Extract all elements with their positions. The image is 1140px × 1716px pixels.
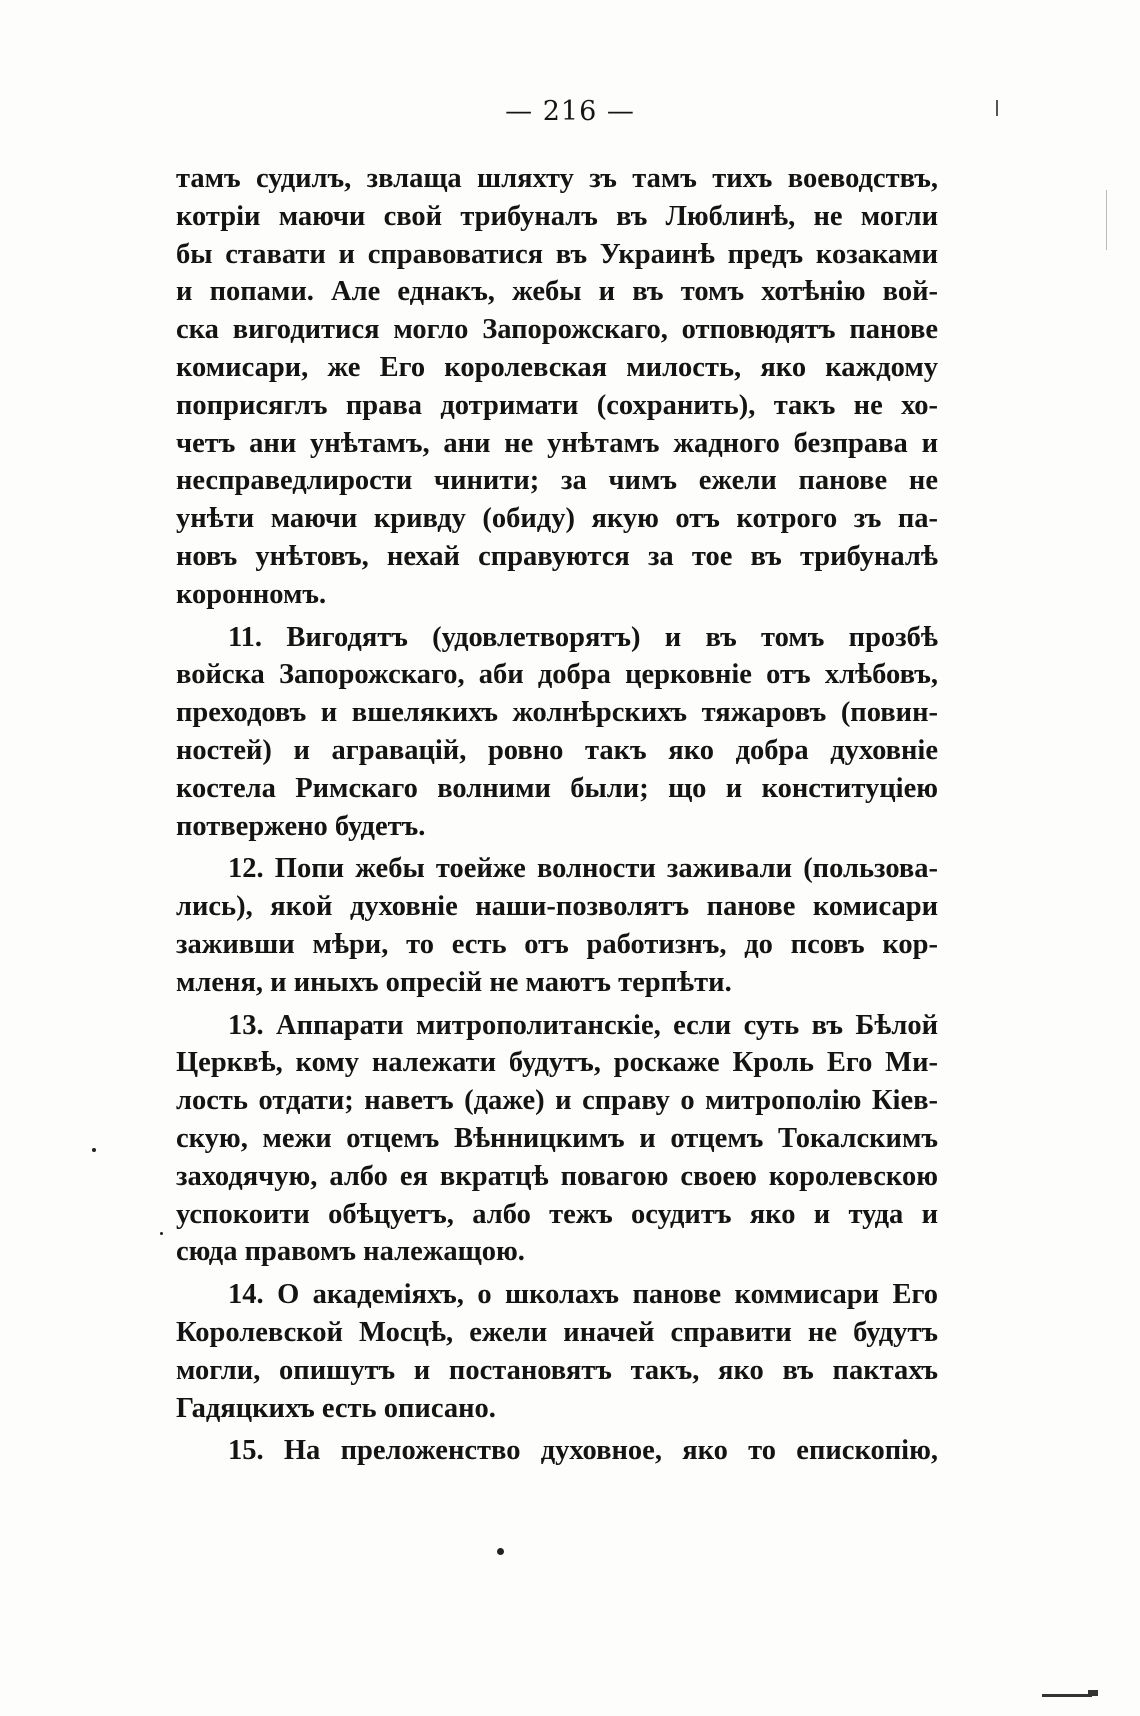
text-line: костела Римскаго волними были; що и конституціею bbox=[176, 772, 938, 804]
text-line: новъ унѣтовъ, нехай справуются за тое въ трибуналѣ bbox=[176, 540, 938, 572]
text-line: заходячую, албо ея вкратцѣ повагою своею королевскою bbox=[176, 1160, 938, 1192]
text-line: комисари, же Его королевская милость, яко каждому bbox=[176, 351, 938, 383]
scan-speck bbox=[92, 1148, 96, 1152]
text-line: Королевской Мосцѣ, ежели иначей справити не будутъ bbox=[176, 1316, 938, 1348]
scan-speck bbox=[160, 1232, 163, 1235]
text-line: успокоити обѣцуетъ, албо тежъ осудитъ яко и туда и bbox=[176, 1198, 938, 1230]
body-text bbox=[176, 160, 938, 1470]
paragraph-11 bbox=[176, 619, 938, 846]
text-line: ска вигодитися могло Запорожскаго, отповюдятъ панове bbox=[176, 314, 938, 346]
text-line: Гадяцкихъ есть описано. bbox=[176, 1392, 496, 1424]
text-line: мленя, и иныхъ опресій не маютъ терпѣти. bbox=[176, 966, 732, 998]
text-line: коронномъ. bbox=[176, 578, 327, 610]
text-line: котріи маючи свой трибуналъ въ Люблинѣ, не могли bbox=[176, 200, 938, 232]
paragraph-14 bbox=[176, 1276, 938, 1427]
text-line: унѣти маючи кривду (обиду) якую отъ котрого зъ па- bbox=[176, 503, 938, 535]
text-line: несправедлирости чинити; за чимъ ежели панове не bbox=[176, 465, 938, 497]
text-line: сюда правомъ належащою. bbox=[176, 1236, 525, 1268]
text-line: и попами. Але еднакъ, жебы и въ томъ хотѣнію вой- bbox=[176, 276, 938, 308]
scan-artifact bbox=[996, 100, 998, 116]
text-line: заживши мѣри, то есть отъ работизнъ, до псовъ кор- bbox=[176, 928, 938, 960]
text-line: ностей) и агравацій, ровно такъ яко добра духовніе bbox=[176, 734, 938, 766]
text-line: преходовъ и вшелякихъ жолнѣрскихъ тяжаровъ (повин- bbox=[176, 697, 938, 729]
paragraph-continuation bbox=[176, 160, 938, 614]
text-line: Церквѣ, кому належати будутъ, роскаже Кроль Его Ми- bbox=[176, 1047, 938, 1079]
text-line: 14. О академіяхъ, о школахъ панове коммисари Его bbox=[228, 1279, 938, 1311]
scan-artifact bbox=[1088, 1690, 1098, 1696]
text-line: лость отдати; наветъ (даже) и справу о митрополію Кіев- bbox=[176, 1085, 938, 1117]
text-line: четъ ани унѣтамъ, ани не унѣтамъ жадного безправа и bbox=[176, 427, 938, 459]
text-line: тамъ судилъ, звлаща шляхту зъ тамъ тихъ воеводствъ, bbox=[176, 163, 938, 194]
text-line: потвержено будетъ. bbox=[176, 810, 426, 842]
text-line: поприсяглъ права дотримати (сохранить), такъ не хо- bbox=[176, 389, 938, 421]
scan-artifact bbox=[1042, 1694, 1092, 1697]
page-number: — 216 — bbox=[505, 96, 635, 127]
paragraph-12 bbox=[176, 850, 938, 1001]
scan-speck bbox=[497, 1548, 504, 1555]
text-line: 11. Вигодятъ (удовлетворятъ) и въ томъ прозбѣ bbox=[228, 621, 938, 653]
text-line: лись), якой духовніе наши-позволятъ панове комисари bbox=[176, 891, 938, 923]
text-line: могли, опишутъ и постановятъ такъ, яко въ пактахъ bbox=[176, 1354, 938, 1386]
paragraph-13 bbox=[176, 1007, 938, 1272]
text-line: скую, межи отцемъ Вѣнницкимъ и отцемъ Токалскимъ bbox=[176, 1122, 938, 1154]
scan-artifact bbox=[1106, 190, 1107, 250]
text-line: бы ставати и справоватися въ Украинѣ предъ козаками bbox=[176, 238, 938, 270]
paragraph-15 bbox=[176, 1432, 938, 1470]
text-line: войска Запорожскаго, аби добра церковніе отъ хлѣбовъ, bbox=[176, 659, 938, 691]
text-line: 15. На преложенство духовное, яко то епископію, bbox=[228, 1435, 938, 1467]
text-line: 13. Аппарати митрополитанскіе, если суть въ Бѣлой bbox=[228, 1009, 938, 1041]
text-line: 12. Попи жебы тоейже волности заживали (пользова- bbox=[228, 853, 938, 885]
